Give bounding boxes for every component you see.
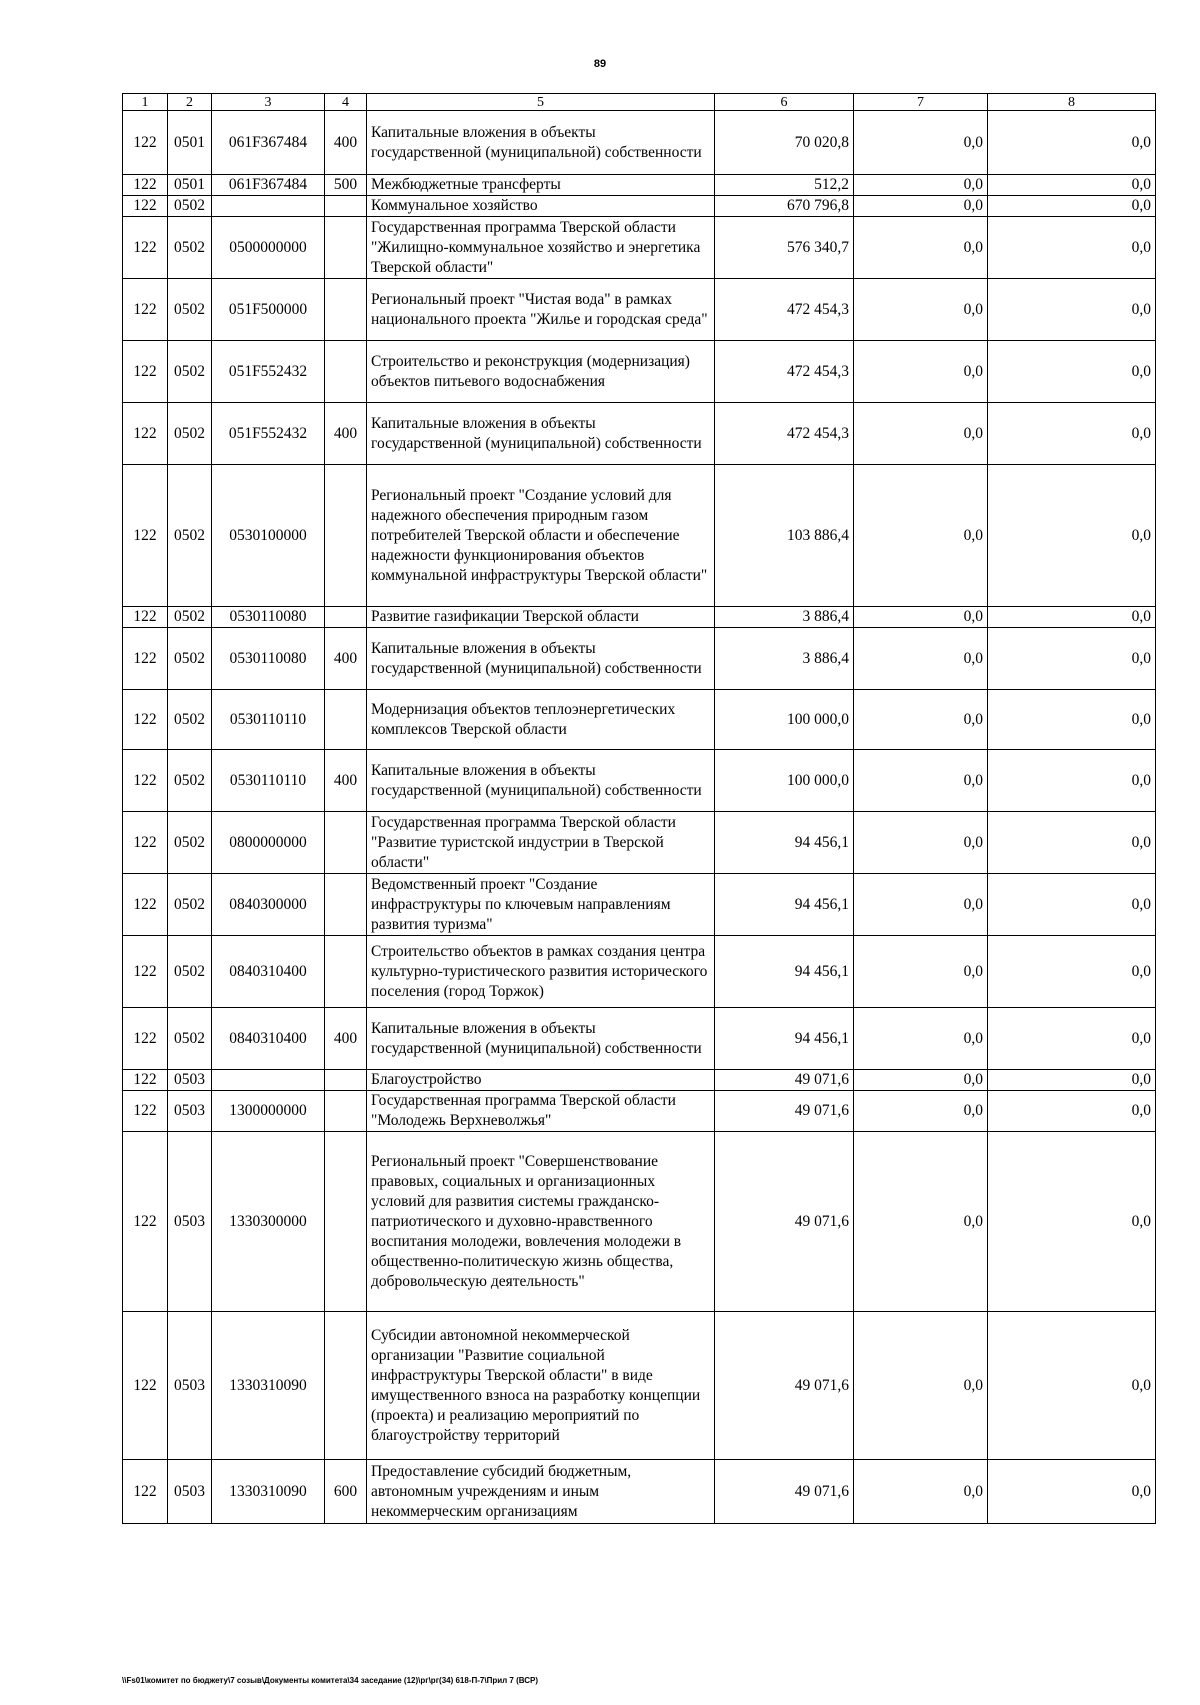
cell-c1: 122 xyxy=(123,196,168,217)
cell-c5: Государственная программа Тверской области "Жилищно-коммунальное хозяйство и энергетика Тверской области" xyxy=(367,217,715,279)
cell-c5: Модернизация объектов теплоэнергетических комплексов Тверской области xyxy=(367,690,715,750)
column-header-4: 4 xyxy=(325,94,367,111)
table-row xyxy=(123,874,1156,936)
cell-c4 xyxy=(325,874,367,936)
cell-c3: 0530110080 xyxy=(212,607,325,628)
column-header-5: 5 xyxy=(367,94,715,111)
cell-c3: 051F552432 xyxy=(212,341,325,403)
cell-c8: 0,0 xyxy=(988,628,1156,690)
cell-c5: Капитальные вложения в объекты государственной (муниципальной) собственности xyxy=(367,111,715,175)
table-row xyxy=(123,1312,1156,1460)
cell-c2: 0502 xyxy=(168,936,212,1008)
table-row xyxy=(123,403,1156,465)
cell-c1: 122 xyxy=(123,607,168,628)
table-body xyxy=(123,111,1156,1524)
cell-c8: 0,0 xyxy=(988,812,1156,874)
cell-c1: 122 xyxy=(123,936,168,1008)
cell-c3: 051F552432 xyxy=(212,403,325,465)
cell-c6: 94 456,1 xyxy=(715,1008,854,1070)
cell-c2: 0502 xyxy=(168,690,212,750)
cell-c6: 49 071,6 xyxy=(715,1312,854,1460)
cell-c8: 0,0 xyxy=(988,1091,1156,1132)
table-row xyxy=(123,217,1156,279)
cell-c8: 0,0 xyxy=(988,1070,1156,1091)
table-row xyxy=(123,279,1156,341)
cell-c6: 3 886,4 xyxy=(715,607,854,628)
cell-c8: 0,0 xyxy=(988,403,1156,465)
cell-c8: 0,0 xyxy=(988,1312,1156,1460)
cell-c7: 0,0 xyxy=(854,1070,988,1091)
table-row xyxy=(123,936,1156,1008)
cell-c3: 0500000000 xyxy=(212,217,325,279)
cell-c3: 0530110110 xyxy=(212,690,325,750)
cell-c7: 0,0 xyxy=(854,465,988,607)
cell-c5: Субсидии автономной некоммерческой организации "Развитие социальной инфраструктуры Тверской области" в виде имущественного взноса на разработку концепции (проекта) и реализацию мероприятий по благоустройству территорий xyxy=(367,1312,715,1460)
cell-c7: 0,0 xyxy=(854,628,988,690)
cell-c2: 0502 xyxy=(168,628,212,690)
cell-c3: 051F500000 xyxy=(212,279,325,341)
cell-c7: 0,0 xyxy=(854,812,988,874)
column-header-7: 7 xyxy=(854,94,988,111)
cell-c2: 0503 xyxy=(168,1312,212,1460)
cell-c2: 0503 xyxy=(168,1460,212,1524)
cell-c3: 061F367484 xyxy=(212,111,325,175)
cell-c5: Капитальные вложения в объекты государственной (муниципальной) собственности xyxy=(367,1008,715,1070)
cell-c1: 122 xyxy=(123,1008,168,1070)
cell-c3 xyxy=(212,196,325,217)
cell-c6: 472 454,3 xyxy=(715,403,854,465)
table-row xyxy=(123,1132,1156,1312)
cell-c8: 0,0 xyxy=(988,196,1156,217)
cell-c8: 0,0 xyxy=(988,1008,1156,1070)
cell-c4: 400 xyxy=(325,403,367,465)
cell-c8: 0,0 xyxy=(988,750,1156,812)
column-header-1: 1 xyxy=(123,94,168,111)
cell-c7: 0,0 xyxy=(854,936,988,1008)
cell-c4: 600 xyxy=(325,1460,367,1524)
cell-c4 xyxy=(325,1132,367,1312)
cell-c1: 122 xyxy=(123,874,168,936)
cell-c7: 0,0 xyxy=(854,874,988,936)
cell-c7: 0,0 xyxy=(854,279,988,341)
table-row xyxy=(123,196,1156,217)
cell-c5: Капитальные вложения в объекты государственной (муниципальной) собственности xyxy=(367,628,715,690)
cell-c8: 0,0 xyxy=(988,111,1156,175)
cell-c1: 122 xyxy=(123,750,168,812)
table-row xyxy=(123,465,1156,607)
cell-c4 xyxy=(325,812,367,874)
cell-c8: 0,0 xyxy=(988,936,1156,1008)
cell-c3: 0840310400 xyxy=(212,936,325,1008)
cell-c5: Межбюджетные трансферты xyxy=(367,175,715,196)
table-row xyxy=(123,111,1156,175)
table-row xyxy=(123,341,1156,403)
cell-c7: 0,0 xyxy=(854,690,988,750)
cell-c1: 122 xyxy=(123,812,168,874)
cell-c6: 576 340,7 xyxy=(715,217,854,279)
cell-c7: 0,0 xyxy=(854,341,988,403)
cell-c1: 122 xyxy=(123,403,168,465)
cell-c8: 0,0 xyxy=(988,175,1156,196)
cell-c6: 472 454,3 xyxy=(715,279,854,341)
cell-c6: 3 886,4 xyxy=(715,628,854,690)
cell-c6: 94 456,1 xyxy=(715,874,854,936)
cell-c4 xyxy=(325,217,367,279)
cell-c6: 100 000,0 xyxy=(715,750,854,812)
cell-c3: 0530110110 xyxy=(212,750,325,812)
cell-c5: Региональный проект "Совершенствование правовых, социальных и организационных условий для развития системы гражданско-патриотического и духовно-нравственного воспитания молодежи, вовлечения молодежи в общественно-политическую жизнь общества, добровольческую деятельность" xyxy=(367,1132,715,1312)
cell-c4 xyxy=(325,465,367,607)
cell-c6: 94 456,1 xyxy=(715,936,854,1008)
cell-c1: 122 xyxy=(123,1132,168,1312)
cell-c3 xyxy=(212,1070,325,1091)
cell-c8: 0,0 xyxy=(988,465,1156,607)
cell-c1: 122 xyxy=(123,217,168,279)
cell-c7: 0,0 xyxy=(854,1008,988,1070)
cell-c2: 0502 xyxy=(168,403,212,465)
cell-c4: 400 xyxy=(325,111,367,175)
cell-c8: 0,0 xyxy=(988,690,1156,750)
cell-c2: 0501 xyxy=(168,175,212,196)
column-header-3: 3 xyxy=(212,94,325,111)
cell-c3: 1300000000 xyxy=(212,1091,325,1132)
cell-c2: 0502 xyxy=(168,196,212,217)
cell-c1: 122 xyxy=(123,175,168,196)
cell-c3: 1330310090 xyxy=(212,1460,325,1524)
column-header-2: 2 xyxy=(168,94,212,111)
cell-c4 xyxy=(325,1312,367,1460)
cell-c7: 0,0 xyxy=(854,217,988,279)
cell-c2: 0502 xyxy=(168,874,212,936)
column-header-6: 6 xyxy=(715,94,854,111)
cell-c1: 122 xyxy=(123,628,168,690)
table-row xyxy=(123,628,1156,690)
cell-c7: 0,0 xyxy=(854,1132,988,1312)
cell-c1: 122 xyxy=(123,111,168,175)
cell-c2: 0503 xyxy=(168,1132,212,1312)
cell-c1: 122 xyxy=(123,1070,168,1091)
cell-c8: 0,0 xyxy=(988,217,1156,279)
cell-c3: 1330310090 xyxy=(212,1312,325,1460)
cell-c1: 122 xyxy=(123,690,168,750)
cell-c3: 0530110080 xyxy=(212,628,325,690)
cell-c2: 0502 xyxy=(168,279,212,341)
cell-c4: 500 xyxy=(325,175,367,196)
page-number: 89 xyxy=(593,58,607,70)
column-header-8: 8 xyxy=(988,94,1156,111)
budget-table xyxy=(122,93,1156,1524)
table-row xyxy=(123,607,1156,628)
table-row xyxy=(123,690,1156,750)
cell-c4 xyxy=(325,607,367,628)
cell-c7: 0,0 xyxy=(854,607,988,628)
cell-c2: 0503 xyxy=(168,1091,212,1132)
cell-c6: 94 456,1 xyxy=(715,812,854,874)
cell-c5: Ведомственный проект "Создание инфраструктуры по ключевым направлениям развития туризма" xyxy=(367,874,715,936)
cell-c2: 0502 xyxy=(168,812,212,874)
cell-c8: 0,0 xyxy=(988,607,1156,628)
cell-c7: 0,0 xyxy=(854,1312,988,1460)
cell-c7: 0,0 xyxy=(854,196,988,217)
cell-c3: 1330300000 xyxy=(212,1132,325,1312)
cell-c8: 0,0 xyxy=(988,279,1156,341)
footer-file-path: \\Fs01\комитет по бюджету\7 созыв\Документы комитета\34 заседание (12)\рг\рг(34) 618-П-7\Прил 7 (ВСР) xyxy=(122,1676,539,1685)
cell-c7: 0,0 xyxy=(854,111,988,175)
cell-c6: 100 000,0 xyxy=(715,690,854,750)
cell-c6: 70 020,8 xyxy=(715,111,854,175)
cell-c4 xyxy=(325,279,367,341)
table-row xyxy=(123,1070,1156,1091)
cell-c1: 122 xyxy=(123,465,168,607)
cell-c6: 49 071,6 xyxy=(715,1132,854,1312)
cell-c5: Капитальные вложения в объекты государственной (муниципальной) собственности xyxy=(367,403,715,465)
cell-c5: Государственная программа Тверской области "Молодежь Верхневолжья" xyxy=(367,1091,715,1132)
cell-c2: 0501 xyxy=(168,111,212,175)
cell-c8: 0,0 xyxy=(988,1460,1156,1524)
cell-c6: 472 454,3 xyxy=(715,341,854,403)
table-header-row xyxy=(123,94,1156,111)
cell-c2: 0502 xyxy=(168,1008,212,1070)
cell-c3: 061F367484 xyxy=(212,175,325,196)
cell-c2: 0502 xyxy=(168,465,212,607)
cell-c4: 400 xyxy=(325,750,367,812)
table-row xyxy=(123,1091,1156,1132)
cell-c6: 670 796,8 xyxy=(715,196,854,217)
cell-c7: 0,0 xyxy=(854,1460,988,1524)
cell-c5: Развитие газификации Тверской области xyxy=(367,607,715,628)
cell-c3: 0800000000 xyxy=(212,812,325,874)
cell-c8: 0,0 xyxy=(988,1132,1156,1312)
cell-c5: Региональный проект "Чистая вода" в рамках национального проекта "Жилье и городская среда" xyxy=(367,279,715,341)
cell-c4 xyxy=(325,1070,367,1091)
cell-c5: Коммунальное хозяйство xyxy=(367,196,715,217)
cell-c4 xyxy=(325,690,367,750)
cell-c7: 0,0 xyxy=(854,750,988,812)
cell-c7: 0,0 xyxy=(854,175,988,196)
table-row xyxy=(123,812,1156,874)
cell-c6: 103 886,4 xyxy=(715,465,854,607)
cell-c5: Региональный проект "Создание условий для надежного обеспечения природным газом потребителей Тверской области и обеспечение надежности функционирования объектов коммунальной инфраструктуры Тверской области" xyxy=(367,465,715,607)
cell-c1: 122 xyxy=(123,279,168,341)
cell-c7: 0,0 xyxy=(854,403,988,465)
cell-c2: 0503 xyxy=(168,1070,212,1091)
cell-c6: 49 071,6 xyxy=(715,1070,854,1091)
cell-c4 xyxy=(325,936,367,1008)
cell-c4: 400 xyxy=(325,628,367,690)
cell-c4 xyxy=(325,1091,367,1132)
cell-c3: 0530100000 xyxy=(212,465,325,607)
cell-c5: Строительство объектов в рамках создания центра культурно-туристического развития исторического поселения (город Торжок) xyxy=(367,936,715,1008)
cell-c8: 0,0 xyxy=(988,341,1156,403)
cell-c1: 122 xyxy=(123,1091,168,1132)
cell-c5: Строительство и реконструкция (модернизация) объектов питьевого водоснабжения xyxy=(367,341,715,403)
cell-c1: 122 xyxy=(123,341,168,403)
table-row xyxy=(123,750,1156,812)
cell-c5: Государственная программа Тверской области "Развитие туристской индустрии в Тверской области" xyxy=(367,812,715,874)
table-row xyxy=(123,1460,1156,1524)
cell-c2: 0502 xyxy=(168,607,212,628)
cell-c5: Капитальные вложения в объекты государственной (муниципальной) собственности xyxy=(367,750,715,812)
cell-c3: 0840310400 xyxy=(212,1008,325,1070)
table-row xyxy=(123,175,1156,196)
cell-c8: 0,0 xyxy=(988,874,1156,936)
table-row xyxy=(123,1008,1156,1070)
cell-c5: Предоставление субсидий бюджетным, автономным учреждениям и иным некоммерческим организациям xyxy=(367,1460,715,1524)
cell-c4 xyxy=(325,196,367,217)
cell-c2: 0502 xyxy=(168,217,212,279)
cell-c7: 0,0 xyxy=(854,1091,988,1132)
cell-c4: 400 xyxy=(325,1008,367,1070)
cell-c4 xyxy=(325,341,367,403)
cell-c6: 49 071,6 xyxy=(715,1460,854,1524)
cell-c2: 0502 xyxy=(168,750,212,812)
cell-c1: 122 xyxy=(123,1312,168,1460)
cell-c6: 512,2 xyxy=(715,175,854,196)
cell-c1: 122 xyxy=(123,1460,168,1524)
cell-c6: 49 071,6 xyxy=(715,1091,854,1132)
cell-c3: 0840300000 xyxy=(212,874,325,936)
cell-c5: Благоустройство xyxy=(367,1070,715,1091)
cell-c2: 0502 xyxy=(168,341,212,403)
